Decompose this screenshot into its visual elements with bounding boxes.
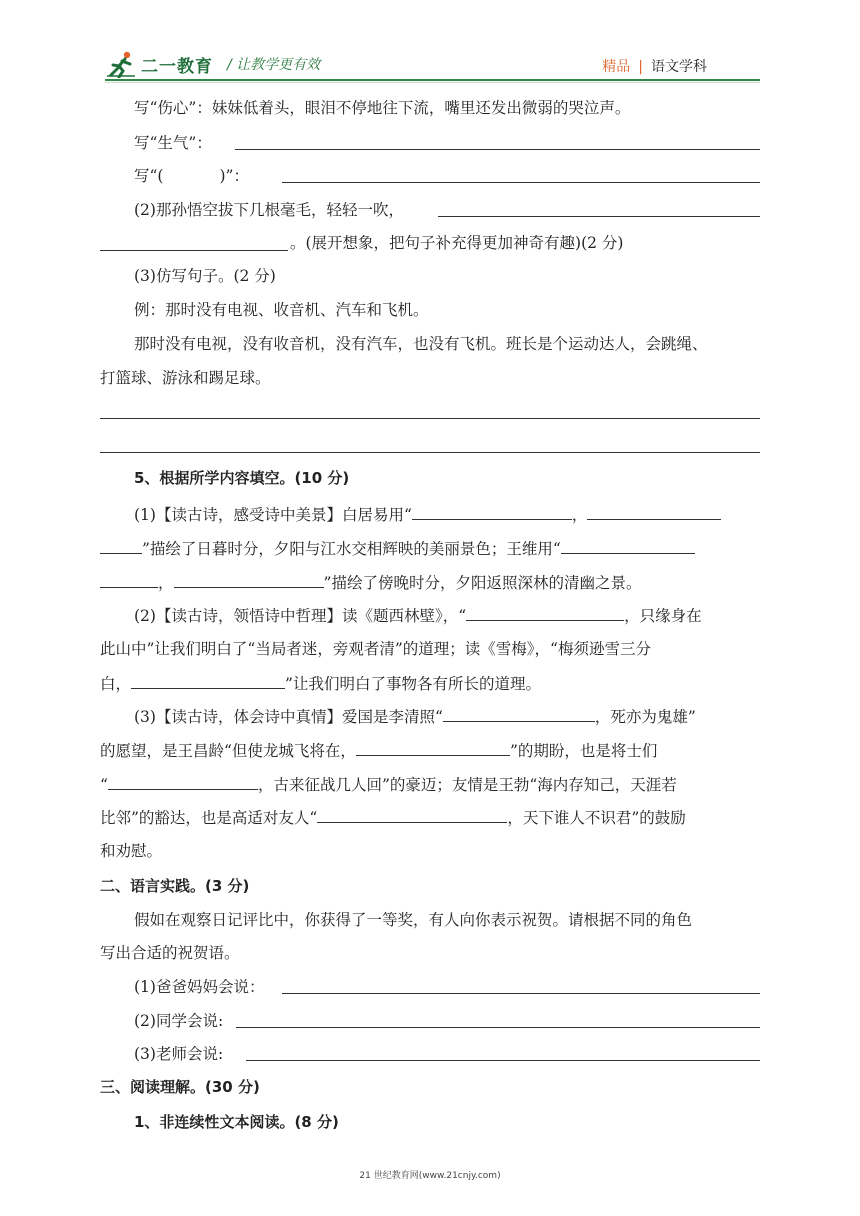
section-heading: 二、语言实践。(3 分)	[100, 877, 250, 895]
text-line: (2)同学会说:	[134, 1012, 224, 1030]
text-line: 例：那时没有电视、收音机、汽车和飞机。	[134, 301, 429, 319]
text-line: 那时没有电视，没有收音机，没有汽车，也没有飞机。班长是个运动达人，会跳绳、	[134, 335, 708, 353]
header-rule-thin	[105, 82, 760, 83]
text-line: 此山中”让我们明白了“当局者迷，旁观者清”的道理；读《雪梅》，“梅须逊雪三分	[100, 640, 651, 658]
text-line: 和劝慰。	[100, 842, 163, 860]
text-line: ， ”描绘了傍晚时分，夕阳返照深林的清幽之景。	[100, 572, 641, 593]
text-line: ”描绘了日暮时分，夕阳与江水交相辉映的美丽景色；王维用“	[100, 538, 695, 559]
text-line: 写“伤心”：妹妹低着头，眼泪不停地往下流，嘴里还发出微弱的哭泣声。	[134, 99, 631, 117]
text-line: 。(展开想象，把句子补充得更加神奇有趣)(2 分)	[290, 234, 624, 252]
divider: |	[638, 59, 643, 75]
question-heading: 1、非连续性文本阅读。(8 分)	[134, 1113, 339, 1131]
quality-tag: 精品	[602, 59, 631, 75]
text-line: 打篮球、游泳和踢足球。	[100, 369, 271, 387]
header-right	[602, 56, 707, 76]
question-heading: 5、根据所学内容填空。(10 分)	[134, 469, 350, 487]
runner-logo-icon	[105, 50, 139, 78]
text-line: 假如在观察日记评比中，你获得了一等奖，有人向你表示祝贺。请根据不同的角色	[134, 911, 693, 929]
answer-line[interactable]	[282, 993, 760, 994]
answer-line[interactable]	[100, 418, 760, 419]
text-line: 写出合适的祝贺语。	[100, 944, 240, 962]
answer-line[interactable]	[236, 1027, 760, 1028]
text-line: (1)爸爸妈妈会说：	[134, 978, 265, 996]
text-line: 写“生气”：	[134, 134, 212, 152]
section-heading: 三、阅读理解。(30 分)	[100, 1078, 260, 1096]
text-line: (2)【读古诗，领悟诗中哲理】读《题西林壁》，“ ，只缘身在	[134, 607, 702, 625]
logo	[105, 50, 320, 78]
page-footer: 21 世纪教育网(www.21cnjy.com)	[359, 1171, 501, 1181]
text-line: (2)那孙悟空拔下几根毫毛，轻轻一吹，	[134, 201, 404, 219]
answer-line[interactable]	[246, 1060, 760, 1061]
answer-line[interactable]	[235, 149, 760, 150]
slogan: / 让教学更有效	[227, 57, 321, 73]
text-line: (1)【读古诗，感受诗中美景】白居易用“ ，	[134, 504, 721, 525]
answer-line[interactable]	[100, 250, 288, 251]
subject-tag: 语文学科	[651, 59, 707, 75]
answer-line[interactable]	[100, 452, 760, 453]
text-line: (3)【读古诗，体会诗中真情】爱国是李清照“ ，死亦为鬼雄”	[134, 708, 696, 726]
text-line: 写“( )”：	[134, 167, 249, 185]
text-line: 比邻”的豁达，也是高适对友人“ ，天下谁人不识君”的鼓励	[100, 809, 686, 827]
text-line: “ ，古来征战几人回”的豪迈；友情是王勃“海内存知己，天涯若	[100, 776, 677, 794]
text-line: (3)仿写句子。(2 分)	[134, 267, 276, 285]
page-header	[105, 46, 765, 82]
text-line: 的愿望，是王昌龄“但使龙城飞将在， ”的期盼，也是将士们	[100, 742, 658, 760]
answer-line[interactable]	[282, 182, 760, 183]
text-line: 白， ”让我们明白了事物各有所长的道理。	[100, 675, 541, 693]
brand-name: 二一教育	[141, 56, 213, 77]
answer-line[interactable]	[438, 216, 760, 217]
text-line: (3)老师会说:	[134, 1045, 224, 1063]
header-rule	[105, 79, 760, 81]
